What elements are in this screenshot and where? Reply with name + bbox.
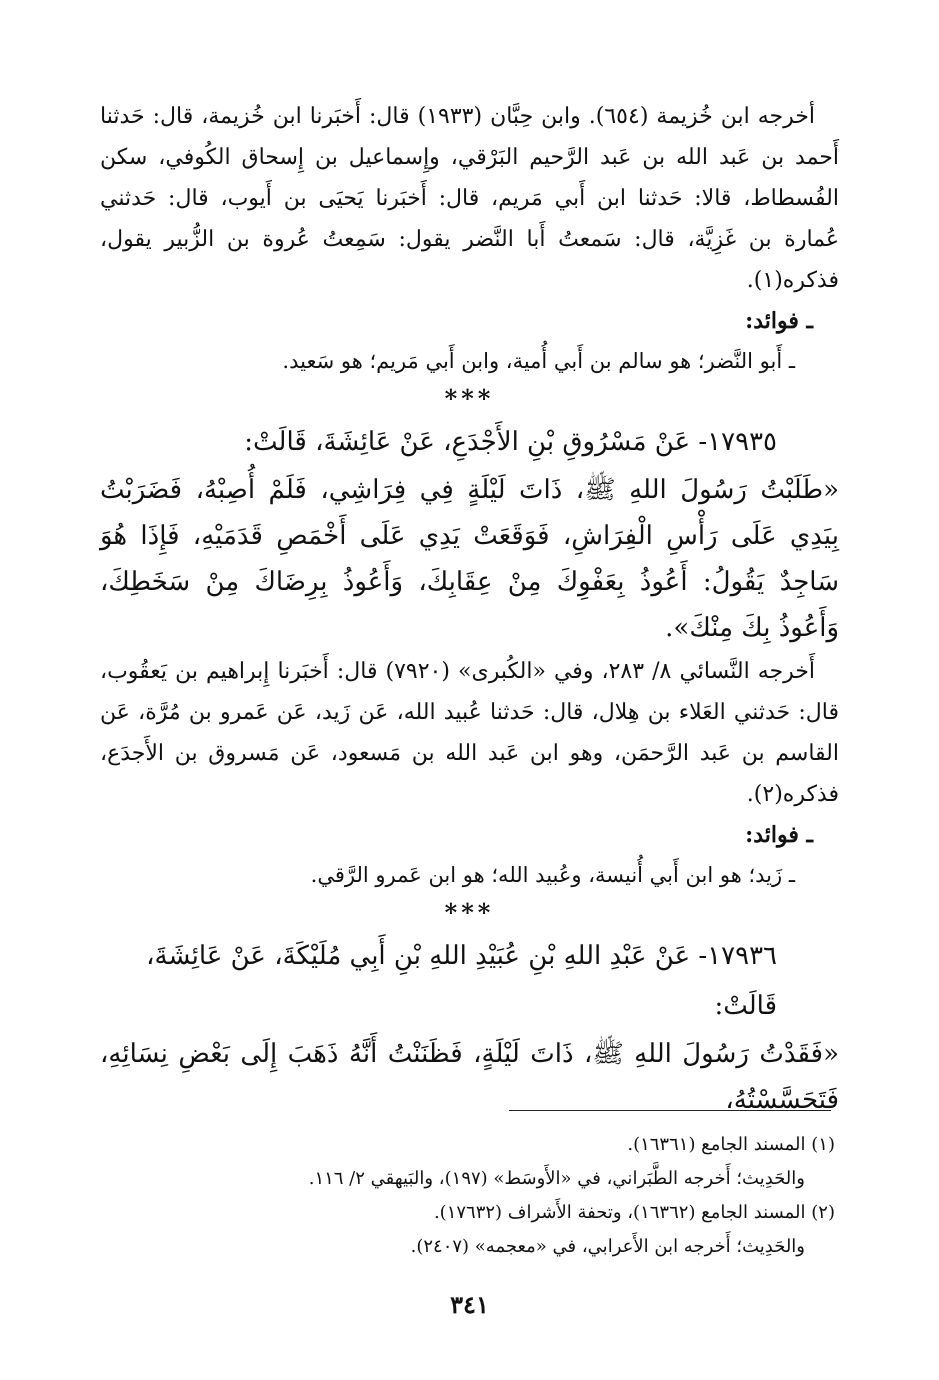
footnote-divider [509,1110,831,1111]
fawaid-note-1: ـ أَبو النَّضر؛ هو سالم بن أَبي أُمية، وابن أَبي مَريم؛ هو سَعيد. [282,349,795,373]
hadith-text-17935: «طَلَبْتُ رَسُولَ اللهِ ﷺ، ذَاتَ لَيْلَةٍ فِي فِرَاشِي، فَلَمْ أُصِبْهُ، فَضَرَبْتُ بِيَدِي عَلَى رَأْسِ الْفِرَاشِ، فَوَقَعَتْ يَدِي عَلَى أَخْمَصِ قَدَمَيْهِ، فَإِذَا هُوَ سَاجِدٌ يَقُولُ: أَعُوذُ بِعَفْوِكَ مِنْ عِقَابِكَ، وَأَعُوذُ بِرِضَاكَ مِنْ سَخَطِكَ، وَأَعُوذُ بِكَ مِنْكَ». [100,475,839,643]
takhrij-paragraph-2: أَخرجه النَّسائي ٨/ ٢٨٣، وفي «الكُبرى» (٧٩٢٠) قال: أَخبَرنا إِبراهيم بن يَعقُوب، قال: حَدثني العَلاء بن هِلال، قال: حَدثنا عُبيد الله، عَن زَيد، عَن عَمرو بن مُرَّة، عَن القاسم بن عَبد الرَّحمَن، وهو ابن عَبد الله بن مَسعود، عَن مَسروق بن الأَجدَع، فذكره(٢). [100,659,839,807]
footnotes [115,1128,835,1264]
hadith-text-17936: «فَقَدْتُ رَسُولَ اللهِ ﷺ، ذَاتَ لَيْلَةٍ، فَظَنَنْتُ أَنَّهُ ذَهَبَ إِلَى بَعْضِ نِسَائِهِ، فَتَحَسَّسْتُهُ، [100,1039,839,1115]
footnote-1: (١) المسند الجامع (١٦٣٦١). [627,1134,835,1155]
fawaid-label-2: ـ فوائد: [745,822,813,848]
hadith-heading-17936: ١٧٩٣٦- عَنْ عَبْدِ اللهِ بْنِ عُبَيْدِ اللهِ بْنِ أَبِي مُلَيْكَةَ، عَنْ عَائِشَةَ، قَالَتْ: [146,941,777,1021]
fawaid-label-1: ـ فوائد: [745,308,813,334]
separator-stars-2: *** [444,898,495,927]
fawaid-note-2: ـ زَيد؛ هو ابن أَبي أُنيسة، وعُبيد الله؛ هو ابن عَمرو الرَّقي. [310,863,795,887]
takhrij-paragraph-1: أخرجه ابن خُزيمة (٦٥٤). وابن حِبَّان (١٩٣٣) قال: أَخبَرنا ابن خُزيمة، قال: حَدثنا أَحمد بن عَبد الله بن عَبد الرَّحيم البَرْقي، وإِسماعيل بن إِسحاق الكُوفي، سكن الفُسطاط، قالا: حَدثنا ابن أَبي مَريم، قال: أَخبَرنا يَحيَى بن أَيوب، قال: حَدثني عُمارة بن غَزِيَّة، قال: سَمعتُ أَبا النَّضر يقول: سَمِعتُ عُروة بن الزُّبير يقول، فذكره(١). [100,104,839,293]
separator-stars-1: *** [444,384,495,413]
footnote-1-continuation: والحَدِيث؛ أَخرجه الطَّبَراني، في «الأَوسَط» (١٩٧)، والبَيهقي ٢/ ١١٦. [308,1168,805,1189]
footnote-2: (٢) المسند الجامع (١٦٣٦٢)، وتحفة الأَشراف (١٧٦٣٢). [433,1202,835,1223]
page-number: ٣٤١ [450,1290,489,1319]
footnote-2-continuation: والحَدِيث؛ أَخرجه ابن الأَعرابي، في «معجمه» (٢٤٠٧). [410,1236,805,1257]
hadith-heading-17935: ١٧٩٣٥- عَنْ مَسْرُوقِ بْنِ الأَجْدَعِ، عَنْ عَائِشَةَ، قَالَتْ: [244,427,777,457]
